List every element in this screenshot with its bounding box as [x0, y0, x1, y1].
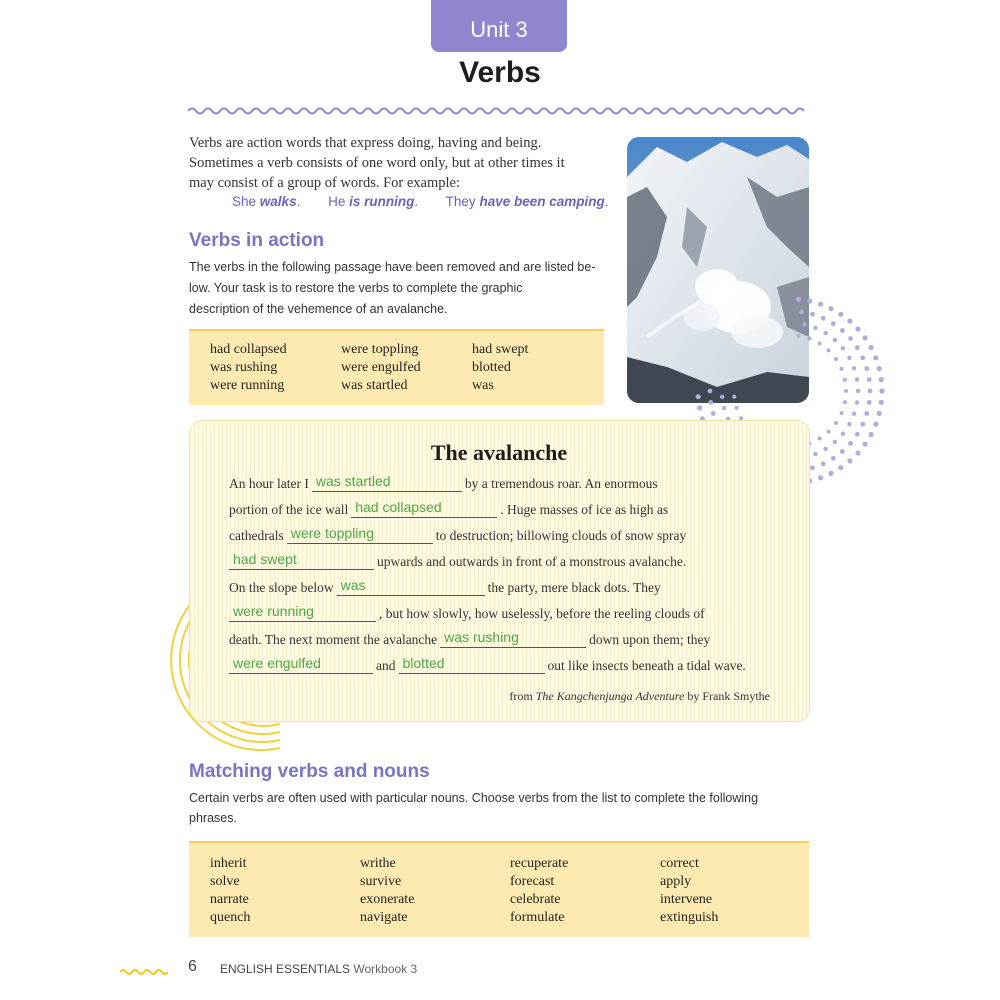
decorative-dot [844, 389, 848, 393]
answer-blank[interactable]: were running [229, 604, 376, 622]
decorative-dot [855, 432, 860, 437]
decorative-dot [847, 356, 851, 360]
word-item: were running [210, 378, 285, 393]
decorative-dot [840, 411, 844, 415]
answer-blank[interactable]: had collapsed [351, 500, 497, 518]
word-item: were toppling [341, 342, 419, 357]
decorative-dot [864, 411, 869, 416]
intro-line: Sometimes a verb consists of one word only, but at other times it [189, 155, 565, 171]
decorative-dot [697, 405, 702, 410]
decorative-dot [831, 321, 836, 326]
decorative-dot [810, 312, 815, 317]
decorative-dot [860, 422, 865, 427]
word-item: were engulfed [341, 360, 421, 375]
decorative-dot [860, 355, 865, 360]
decorative-dot [843, 400, 847, 404]
decorative-dot [867, 377, 872, 382]
word-item: solve [210, 874, 240, 889]
section-heading-matching-verbs-and-nouns: Matching verbs and nouns [189, 761, 430, 782]
decorative-dot [868, 389, 873, 394]
decorative-dot [847, 422, 851, 426]
passage-line: An hour later I was startled by a tremendous roar. An enormous [229, 473, 658, 491]
word-item: quench [210, 910, 251, 925]
passage-line: were running , but how slowly, how uselessly, before the reeling clouds of [229, 604, 705, 622]
decorative-dot [840, 328, 845, 333]
wavy-divider [188, 106, 810, 116]
decorative-dot [852, 412, 856, 416]
decorative-dot [711, 411, 716, 416]
decorative-dot [802, 322, 806, 326]
decorative-dot [827, 348, 831, 352]
verb-word-list [189, 329, 604, 405]
word-item: blotted [472, 360, 511, 375]
decorative-dot [810, 465, 815, 470]
decorative-dot [807, 337, 811, 341]
intro-line: may consist of a group of words. For example: [189, 175, 461, 191]
decorative-dot [708, 389, 713, 394]
decorative-dot [720, 395, 724, 399]
answer-blank[interactable]: had swept [229, 552, 374, 570]
word-column [341, 341, 421, 395]
decorative-dot [877, 411, 882, 416]
word-item: recuperate [510, 856, 569, 871]
word-item: writhe [360, 856, 396, 871]
word-item: celebrate [510, 892, 561, 907]
decorative-dot [869, 345, 874, 350]
word-item: was startled [341, 378, 408, 393]
decorative-dot [879, 400, 884, 405]
decorative-dot [847, 319, 852, 324]
instruction-line: Certain verbs are often used with particular nouns. Choose verbs from the list to complete the following [189, 791, 759, 805]
word-column [660, 855, 718, 927]
decorative-dot [797, 334, 801, 338]
page-title: Verbs [459, 56, 541, 89]
decorative-dot [873, 355, 878, 360]
page-number: 6 [188, 958, 197, 975]
passage-line: portion of the ice wall had collapsed . Huge masses of ice as high as [229, 499, 669, 517]
decorative-dot [855, 377, 859, 381]
instruction-line: description of the vehemence of an avalanche. [189, 302, 448, 316]
decorative-dot [840, 367, 844, 371]
decorative-dot [799, 309, 804, 314]
word-column [472, 341, 528, 395]
answer-blank[interactable]: was rushing [440, 630, 586, 648]
decorative-dot [828, 306, 833, 311]
decorative-dot [873, 422, 878, 427]
decorative-dot [833, 338, 837, 342]
example-sentences [232, 194, 633, 209]
decorative-dot [696, 394, 701, 399]
decorative-dot [867, 400, 872, 405]
decorative-dot [818, 475, 823, 480]
intro-line: Verbs are action words that express doing, having and being. [189, 135, 542, 151]
decorative-dot [848, 336, 853, 341]
word-column [510, 855, 568, 927]
intro-paragraph [189, 133, 614, 193]
decorative-dot [879, 377, 884, 382]
decorative-dot [796, 297, 801, 302]
decorative-dot [732, 395, 736, 399]
decorative-dot [863, 335, 868, 340]
word-item: survive [360, 874, 402, 889]
decorative-dot [827, 430, 831, 434]
instruction-line: phrases. [189, 811, 237, 825]
decorative-dot [879, 388, 884, 393]
passage-line: death. The next moment the avalanche was rushing down upon them; they [229, 629, 711, 647]
decorative-dot [838, 312, 843, 317]
decorative-dot [818, 302, 823, 307]
word-item: forecast [510, 874, 555, 889]
word-item: navigate [360, 910, 408, 925]
decorative-dot [708, 400, 713, 405]
decorative-dot [807, 299, 812, 304]
answer-blank[interactable]: was startled [312, 474, 462, 492]
example-sentence: He is running. [328, 194, 419, 209]
decorative-dot [834, 421, 838, 425]
answer-blank[interactable]: were engulfed [229, 656, 373, 674]
word-column [210, 855, 250, 927]
instruction-line: The verbs in the following passage have been removed and are listed be- [189, 260, 596, 274]
section-heading-verbs-in-action: Verbs in action [189, 230, 325, 251]
passage-line: were engulfed and blotted out like insects beneath a tidal wave. [229, 656, 746, 674]
word-column [360, 855, 414, 927]
word-item: was [472, 378, 494, 393]
word-item: exonerate [360, 892, 415, 907]
decorative-dot [864, 366, 869, 371]
answer-blank[interactable]: was [337, 578, 485, 596]
word-item: apply [660, 874, 692, 889]
decorative-dot [855, 345, 860, 350]
example-sentence: She walks. [232, 194, 301, 209]
word-item: inherit [210, 856, 247, 871]
decorative-dot [841, 432, 845, 436]
word-column [210, 341, 287, 395]
word-item: formulate [510, 910, 565, 925]
instruction-line: low. Your task is to restore the verbs to complete the graphic [189, 281, 523, 295]
word-item: correct [660, 856, 699, 871]
word-item: intervene [660, 892, 713, 907]
section-instructions [189, 788, 814, 828]
word-item: narrate [210, 892, 249, 907]
example-sentence: They have been camping. [445, 194, 609, 209]
verb-word-list [189, 841, 809, 937]
decorative-dot [855, 400, 859, 404]
unit-tab: Unit 3 [431, 0, 567, 52]
decorative-dot [856, 389, 860, 393]
decorative-dot [834, 357, 838, 361]
decorative-dot [855, 326, 860, 331]
decorative-dot [735, 406, 739, 410]
section-instructions [189, 257, 629, 320]
decorative-dot [813, 326, 817, 330]
word-item: extinguish [660, 910, 719, 925]
decorative-dot [824, 331, 828, 335]
decorative-dot [841, 346, 845, 350]
passage-line: had swept upwards and outwards in front of a monstrous avalanche. [229, 552, 686, 570]
decorative-dot [877, 366, 882, 371]
decorative-dot [818, 342, 822, 346]
decorative-dot [843, 378, 847, 382]
decorative-dot [828, 471, 833, 476]
word-item: had swept [472, 342, 529, 357]
word-item: was rushing [210, 360, 278, 375]
passage-line: On the slope below was the party, mere black dots. They [229, 577, 661, 595]
answer-blank[interactable]: blotted [399, 656, 545, 674]
decorative-dot [852, 366, 856, 370]
decorative-dot [722, 406, 726, 410]
decorative-dot [821, 316, 826, 321]
passage-source: from The Kangchenjunga Adventure by Frank Smythe [509, 689, 770, 703]
word-item: had collapsed [210, 342, 287, 357]
passage-title: The avalanche [430, 440, 568, 465]
answer-blank[interactable]: were toppling [287, 526, 433, 544]
footer-wave [120, 968, 168, 976]
decorative-dot [869, 432, 874, 437]
passage-line: cathedrals were toppling to destruction; billowing clouds of snow spray [229, 525, 687, 543]
book-title: ENGLISH ESSENTIALS Workbook 3 [220, 962, 418, 976]
